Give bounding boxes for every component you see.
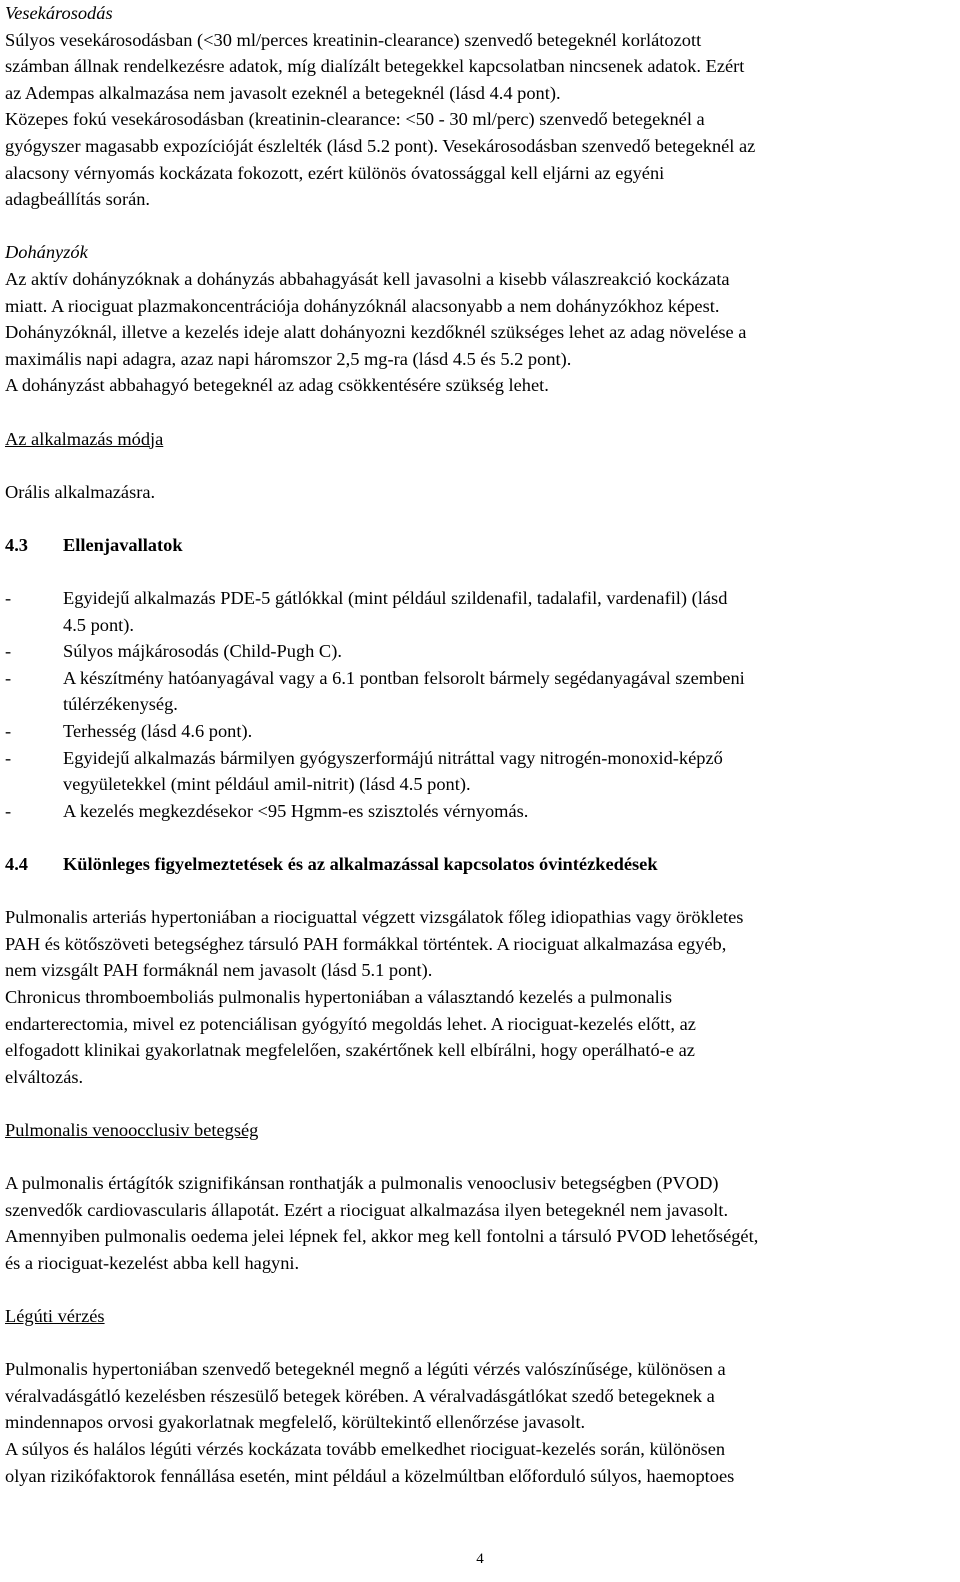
text-line: A súlyos és halálos légúti vérzés kockázata tovább emelkedhet riociguat-kezelés során, különösen [5,1439,726,1460]
text-line: Pulmonalis arteriás hypertoniában a riociguattal végzett vizsgálatok főleg idiopathias vagy örökletes [5,907,744,928]
list-item [5,798,940,825]
text-line: olyan rizikófaktorok fennállása esetén, mint például a közelmúltban előforduló súlyos, haemoptoes [5,1465,735,1486]
page-number: 4 [476,1551,484,1567]
text-line: az Adempas alkalmazása nem javasolt ezeknél a betegeknél (lásd 4.4 pont). [5,82,561,103]
list-dash: - [5,747,12,768]
contraindications-list [5,585,940,824]
text-line: túlérzékenység. [63,694,178,715]
list-dash: - [5,667,12,688]
list-dash: - [5,588,12,609]
text-line: Súlyos májkárosodás (Child-Pugh C). [63,641,342,662]
text-line: maximális napi adagra, azaz napi háromszor 2,5 mg-ra (lásd 4.5 és 5.2 pont). [5,348,572,369]
section-4-3-heading [5,532,940,559]
text-line: Súlyos vesekárosodásban (<30 ml/perces kreatinin-clearance) szenvedő betegeknél korlátozott [5,29,702,50]
text-line: Az aktív dohányzóknak a dohányzás abbahagyását kell javasolni a kisebb válaszreakció kockázata [5,268,730,289]
bleeding-subheading: Légúti vérzés [5,1306,105,1327]
bleeding-paragraph [5,1356,940,1489]
pvod-subheading: Pulmonalis venoocclusiv betegség [5,1119,259,1140]
text-line: és a riociguat-kezelést abba kell hagyni. [5,1252,300,1273]
text-line: Chronicus thromboemboliás pulmonalis hypertoniában a választandó kezelés a pulmonalis [5,986,673,1007]
text-line: Pulmonalis hypertoniában szenvedő betegeknél megnő a légúti vérzés valószínűsége, különösen a [5,1359,726,1380]
administration-text: Orális alkalmazásra. [5,481,156,502]
text-line: vegyületekkel (mint például amil-nitrit) (lásd 4.5 pont). [63,774,471,795]
list-dash: - [5,800,12,821]
text-line: véralvadásgátló kezelésben részesülő betegek körében. A véralvadásgátlókat szedő betegeknek a [5,1385,715,1406]
renal-paragraph [5,27,940,213]
text-line: PAH és kötőszöveti betegséghez társuló PAH formákkal történtek. A riociguat alkalmazása egyéb, [5,933,727,954]
text-line: adagbeállítás során. [5,189,151,210]
pvod-paragraph [5,1170,940,1276]
list-dash: - [5,721,12,742]
text-line: elváltozás. [5,1066,84,1087]
section-title: Ellenjavallatok [63,534,183,555]
text-line: Terhesség (lásd 4.6 pont). [63,721,253,742]
text-line: endarterectomia, mivel ez potenciálisan gyógyító megoldás lehet. A riociguat-kezelés előtt, az [5,1013,696,1034]
section-4-4-heading [5,851,940,878]
text-line: miatt. A riociguat plazmakoncentrációja dohányzóknál alacsonyabb a nem dohányzókhoz képest. [5,295,720,316]
list-dash: - [5,641,12,662]
text-line: A pulmonalis értágítók szignifikánsan ronthatják a pulmonalis venooclusiv betegségben (PVOD) [5,1173,719,1194]
administration-subheading: Az alkalmazás módja [5,428,164,449]
warnings-paragraph [5,904,940,1090]
text-line: A kezelés megkezdésekor <95 Hgmm-es szisztolés vérnyomás. [63,800,529,821]
list-item [5,585,940,638]
text-line: Közepes fokú vesekárosodásban (kreatinin-clearance: <50 - 30 ml/perc) szenvedő betegeknél a [5,109,705,130]
section-title: Különleges figyelmeztetések és az alkalmazással kapcsolatos óvintézkedések [63,854,658,874]
list-item [5,718,940,745]
list-item [5,665,940,718]
text-line: Egyidejű alkalmazás bármilyen gyógyszerformájú nitráttal vagy nitrogén-monoxid-képző [63,747,723,768]
text-line: mindennapos orvosi gyakorlatnak megfelelő, körültekintő ellenőrzése javasolt. [5,1412,586,1433]
text-line: gyógyszer magasabb expozícióját észlelték (lásd 5.2 pont). Vesekárosodásban szenvedő betegeknél az [5,135,756,156]
text-line: nem vizsgált PAH formáknál nem javasolt (lásd 5.1 pont). [5,960,433,981]
text-line: A készítmény hatóanyagával vagy a 6.1 pontban felsorolt bármely segédanyagával szembeni [63,667,745,688]
text-line: Egyidejű alkalmazás PDE-5 gátlókkal (mint például szildenafil, tadalafil, vardenafil) (lásd [63,588,728,609]
text-line: számban állnak rendelkezésre adatok, míg dialízált betegekkel kapcsolatban nincsenek adatok. Ezért [5,56,745,77]
smokers-paragraph [5,266,940,399]
smokers-subheading: Dohányzók [5,242,88,263]
section-number: 4.3 [5,534,28,555]
text-line: elfogadott klinikai gyakorlatnak megfelelően, szakértőnek kell elbírálni, hogy operálható-e az [5,1040,695,1061]
text-line: A dohányzást abbahagyó betegeknél az adag csökkentésére szükség lehet. [5,375,549,396]
list-item [5,745,940,798]
text-line: 4.5 pont). [63,614,135,635]
text-line: Dohányzóknál, illetve a kezelés ideje alatt dohányozni kezdőknél szükséges lehet az adag növelése a [5,322,747,343]
text-line: szenvedők cardiovascularis állapotát. Ezért a riociguat alkalmazása ilyen betegeknél nem javasolt. [5,1199,729,1220]
section-number: 4.4 [5,854,28,874]
renal-subheading: Vesekárosodás [5,3,113,23]
text-line: Amennyiben pulmonalis oedema jelei lépnek fel, akkor meg kell fontolni a társuló PVOD lehetőségét, [5,1226,759,1247]
document-page [5,0,940,1489]
list-item [5,638,940,665]
text-line: alacsony vérnyomás kockázata fokozott, ezért különös óvatossággal kell eljárni az egyéni [5,162,665,183]
